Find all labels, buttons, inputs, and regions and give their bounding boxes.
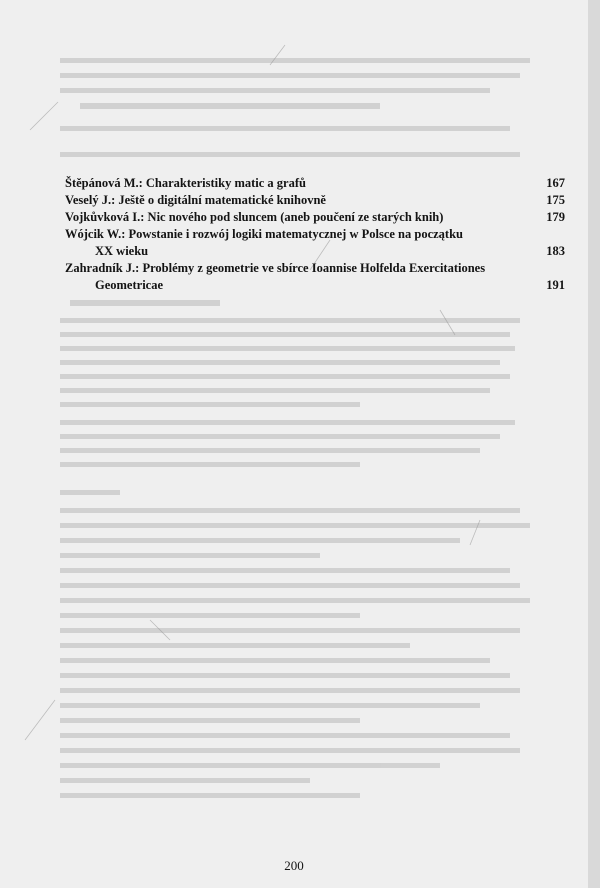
scratch-mark xyxy=(30,102,58,130)
scratch-mark xyxy=(25,700,55,740)
ghost-line xyxy=(60,583,520,588)
ghost-line xyxy=(60,73,520,78)
ghost-line xyxy=(60,688,520,693)
ghost-line xyxy=(60,643,410,648)
scratch-mark xyxy=(440,310,455,335)
scratch-mark xyxy=(270,45,285,65)
ghost-line xyxy=(60,152,520,157)
ghost-line xyxy=(60,658,490,663)
ghost-line xyxy=(60,733,510,738)
toc-entry xyxy=(65,260,565,294)
ghost-line xyxy=(60,613,360,618)
ghost-line xyxy=(60,523,530,528)
ghost-line xyxy=(60,388,490,393)
ghost-line xyxy=(60,778,310,783)
ghost-line xyxy=(60,374,510,379)
ghost-line xyxy=(60,462,360,467)
toc-entry-title: Štěpánová M.: Charakteristiky matic a grafů xyxy=(65,176,306,190)
toc-entry xyxy=(65,175,565,192)
ghost-line xyxy=(60,703,480,708)
ghost-line xyxy=(60,318,520,323)
page-number: 200 xyxy=(284,858,304,873)
ghost-line xyxy=(60,508,520,513)
toc-entry-title: Wójcik W.: Powstanie i rozwój logiki matematycznej w Polsce na początku xyxy=(65,227,463,241)
ghost-line xyxy=(60,420,515,425)
ghost-line xyxy=(60,434,500,439)
ghost-line xyxy=(60,126,510,131)
toc-entry-title: Zahradník J.: Problémy z geometrie ve sbírce Ioannise Holfelda Exercitationes xyxy=(65,261,486,275)
ghost-line xyxy=(60,748,520,753)
toc-entry-title-continuation: XX wieku xyxy=(95,244,149,258)
ghost-line xyxy=(60,448,480,453)
ghost-line xyxy=(60,628,520,633)
toc-entry-page: 179 xyxy=(546,210,565,224)
ghost-line xyxy=(60,598,530,603)
ghost-line xyxy=(70,300,220,306)
toc-entry xyxy=(65,209,565,226)
toc-entry-page: 175 xyxy=(546,193,565,207)
ghost-line xyxy=(60,568,510,573)
toc-entry xyxy=(65,192,565,209)
toc-entry-title: Vojkůvková I.: Nic nového pod sluncem (aneb poučení ze starých knih) xyxy=(65,210,444,224)
ghost-line xyxy=(60,360,500,365)
ghost-line xyxy=(80,103,380,109)
ghost-line xyxy=(60,673,510,678)
ghost-line xyxy=(60,58,530,63)
ghost-line xyxy=(60,346,515,351)
table-of-contents xyxy=(65,175,565,294)
ghost-line xyxy=(60,538,460,543)
ghost-line xyxy=(60,332,510,337)
ghost-line xyxy=(60,763,440,768)
ghost-line xyxy=(60,553,320,558)
scratch-mark xyxy=(470,520,480,545)
toc-entry-page: 183 xyxy=(546,244,565,258)
toc-entry-page: 167 xyxy=(546,176,565,190)
toc-entry-page: 191 xyxy=(546,278,565,292)
ghost-line xyxy=(60,402,360,407)
ghost-line xyxy=(60,718,360,723)
ghost-line xyxy=(60,490,120,495)
toc-entry-title-continuation: Geometricae xyxy=(95,278,164,292)
toc-entry xyxy=(65,226,565,260)
ghost-line xyxy=(60,88,490,93)
scratch-mark xyxy=(150,620,170,640)
ghost-line xyxy=(60,793,360,798)
toc-entry-title: Veselý J.: Ještě o digitální matematické knihovně xyxy=(65,193,326,207)
